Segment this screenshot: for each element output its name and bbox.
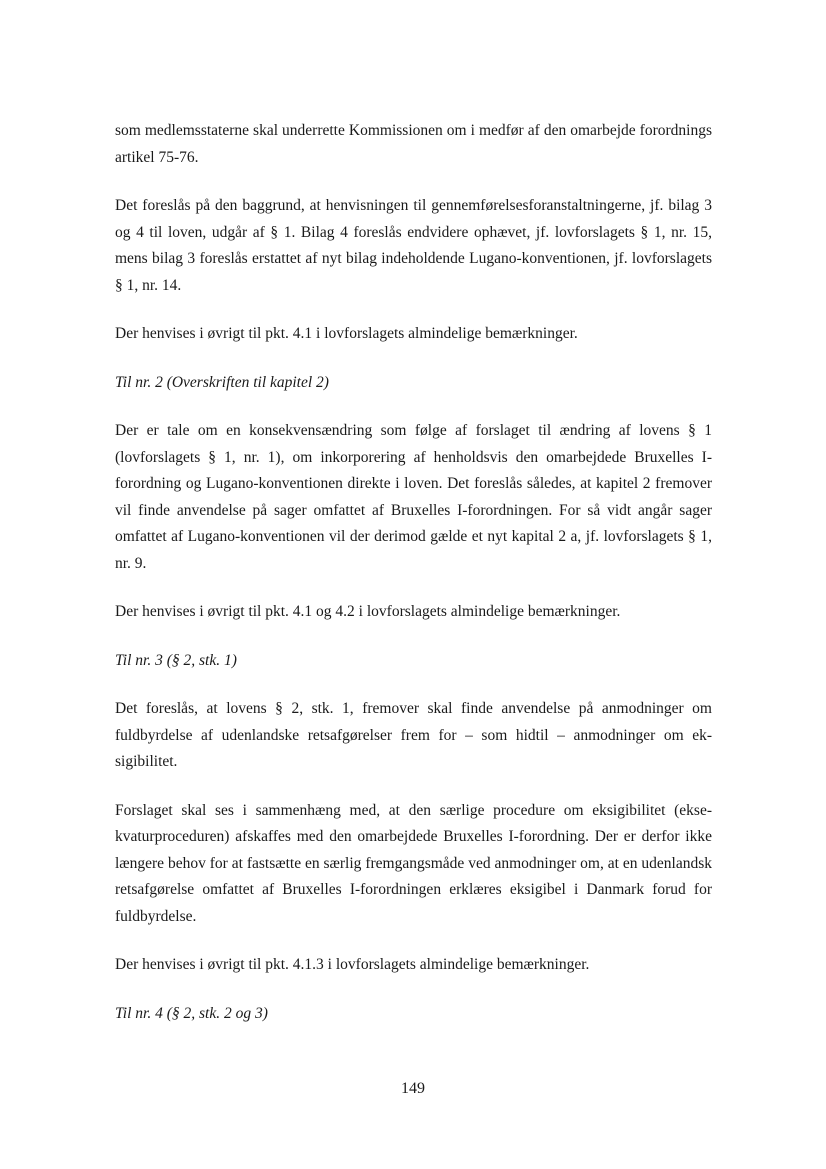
section-heading: Til nr. 3 (§ 2, stk. 1)	[115, 651, 237, 669]
page-number: 149	[401, 1080, 425, 1097]
paragraph: Det foreslås på den baggrund, at henvisningen til gennemførelsesforanstaltningerne, jf. bilag 3 og 4 til loven, udgår af § 1. Bilag 4 foreslås endvidere ophævet, jf. lovforslagets § 1, nr. 15, mens bilag 3 foreslås erstattet af nyt bilag indeholdende Lugano-konventionen, jf. lovforslagets § 1, nr. 14.	[115, 197, 712, 294]
paragraph: Der er tale om en konsekvensændring som følge af forslaget til ændring af lovens § 1 (lovforslagets § 1, nr. 1), om inkorporering af henholdsvis den omarbejdede Bruxelles I-forordning og Lugano-konventionen direkte i loven. Det foreslås således, at kapitel 2 fremover vil finde anvendelse på sager omfattet af Bruxelles I-forordningen. For så vidt angår sager omfattet af Lugano-konventionen vil der derimod gælde et nyt kapital 2 a, jf. lovforslagets § 1, nr. 9.	[115, 422, 712, 572]
paragraph: Der henvises i øvrigt til pkt. 4.1.3 i lovforslagets almindelige bemærkninger.	[115, 956, 590, 973]
document-body	[115, 118, 712, 1027]
paragraph: Der henvises i øvrigt til pkt. 4.1 og 4.2 i lovforslagets almindelige bemærkninger.	[115, 603, 621, 620]
section-heading: Til nr. 2 (Overskriften til kapitel 2)	[115, 373, 329, 391]
paragraph: Der henvises i øvrigt til pkt. 4.1 i lovforslagets almindelige bemærkninger.	[115, 325, 578, 342]
paragraph: som medlemsstaterne skal underrette Kommissionen om i medfør af den omarbejde forordnings artikel 75-76.	[115, 122, 712, 166]
paragraph: Forslaget skal ses i sammenhæng med, at den særlige procedure om eksigibilitet (ekse-kvaturproceduren) afskaffes med den omarbejdede Bruxelles I-forordning. Der er derfor ikke længere behov for at fastsætte en særlig fremgangsmåde ved anmodninger om, at en udenlandsk retsafgørelse omfattet af Bruxelles I-forordningen erklæres eksigibel i Danmark forud for fuldbyrdelse.	[115, 801, 712, 925]
paragraph: Det foreslås, at lovens § 2, stk. 1, fremover skal finde anvendelse på anmodninger om fuldbyrdelse af udenlandske retsafgørelser frem for – som hidtil – anmodninger om ek-sigibilitet.	[115, 700, 712, 770]
section-heading: Til nr. 4 (§ 2, stk. 2 og 3)	[115, 1004, 268, 1022]
